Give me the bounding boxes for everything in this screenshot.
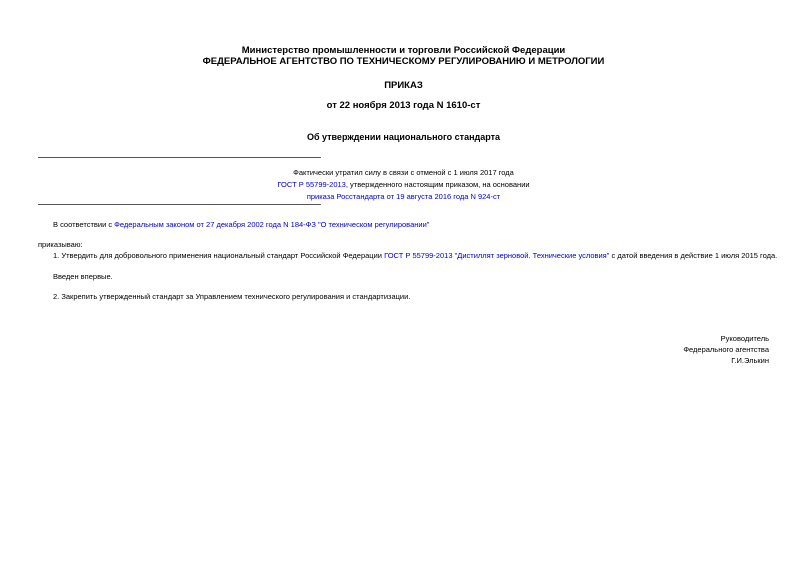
ministry-title: Министерство промышленности и торговли Российской Федерации bbox=[241, 45, 566, 56]
basis-prefix: В соответствии с bbox=[53, 220, 115, 229]
item1-prefix: 1. Утвердить для добровольного применения национальный стандарт Российской Федерации bbox=[53, 251, 385, 260]
document-date-number: от 22 ноября 2013 года N 1610-ст bbox=[326, 100, 481, 111]
item1-suffix: с датой введения в действие 1 июля 2015 года. bbox=[609, 251, 778, 260]
rosstandart-order-link[interactable]: приказа Росстандарта от 19 августа 2016 года N 924-ст bbox=[306, 192, 501, 201]
status-note-bottom-divider bbox=[38, 204, 321, 205]
order-word: приказываю: bbox=[38, 240, 83, 249]
order-item-2: 2. Закрепить утвержденный стандарт за Управлением технического регулирования и стандартизации. bbox=[53, 292, 411, 301]
status-note-line2-text: , утвержденного настоящим приказом, на основании bbox=[345, 180, 530, 189]
status-note-line2 bbox=[0, 180, 807, 190]
signature-title-2: Федерального агентства bbox=[683, 345, 769, 354]
gost-distillate-link[interactable]: ГОСТ Р 55799-2013 "Дистиллят зерновой. Технические условия" bbox=[384, 251, 610, 260]
federal-law-link[interactable]: Федеральным законом от 27 декабря 2002 года N 184-ФЗ "О техническом регулировании" bbox=[114, 220, 430, 229]
introduced-note: Введен впервые. bbox=[53, 272, 113, 281]
document-type: ПРИКАЗ bbox=[384, 80, 423, 91]
status-note-line3 bbox=[0, 192, 807, 202]
basis-paragraph bbox=[53, 220, 429, 230]
gost-standard-link[interactable]: ГОСТ Р 55799-2013 bbox=[277, 180, 346, 189]
agency-title: ФЕДЕРАЛЬНОЕ АГЕНТСТВО ПО ТЕХНИЧЕСКОМУ РЕГУЛИРОВАНИЮ И МЕТРОЛОГИИ bbox=[202, 56, 605, 67]
signature-title-1: Руководитель bbox=[720, 334, 769, 343]
status-note-top-divider bbox=[38, 157, 321, 158]
signature-name: Г.И.Элькин bbox=[731, 356, 769, 365]
status-note-line1: Фактически утратил силу в связи с отменой с 1 июля 2017 года bbox=[293, 168, 514, 177]
document-subject: Об утверждении национального стандарта bbox=[306, 132, 501, 142]
order-item-1 bbox=[53, 251, 777, 261]
